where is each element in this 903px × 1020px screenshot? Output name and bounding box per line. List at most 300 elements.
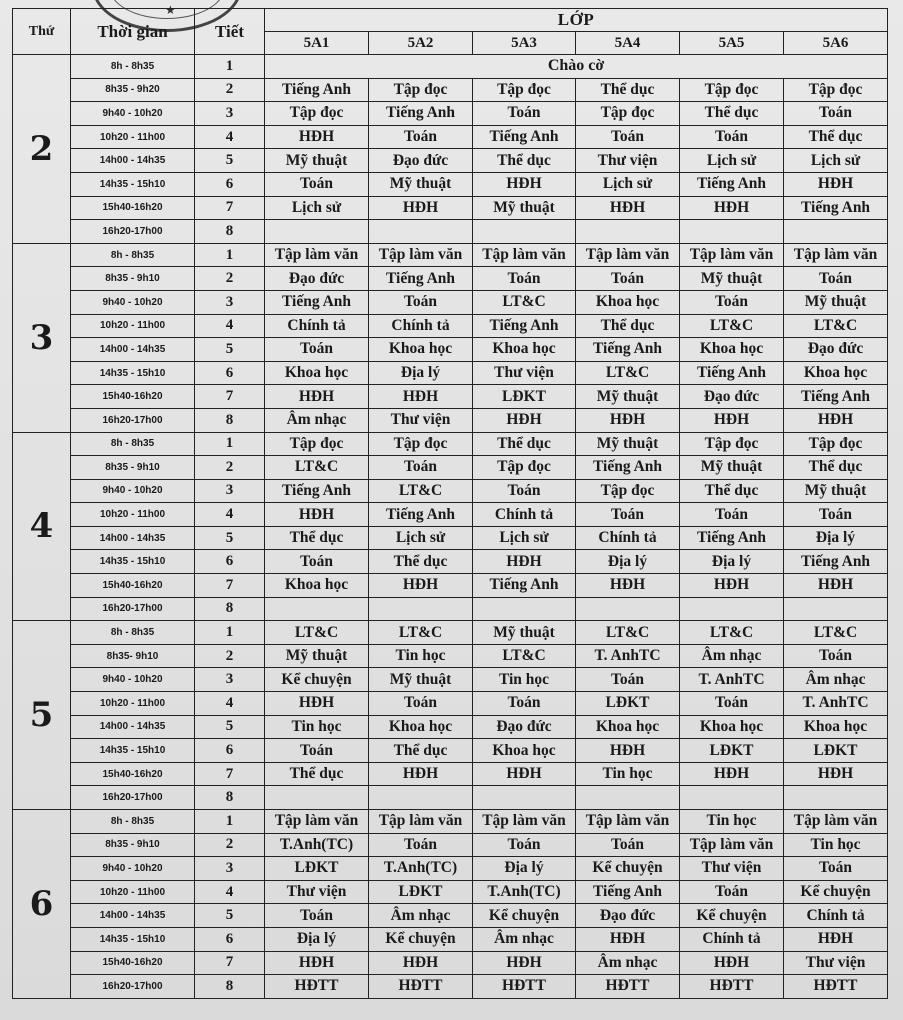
timetable-body (13, 55, 888, 999)
table-row (13, 927, 888, 951)
table-row (13, 314, 888, 338)
time-cell: 8h35 - 9h20 (71, 78, 195, 102)
subject-cell: LT&C (680, 314, 784, 338)
subject-cell: Toán (369, 290, 473, 314)
time-cell: 8h - 8h35 (71, 621, 195, 645)
subject-cell: Tập làm văn (784, 243, 888, 267)
subject-cell: Tin học (784, 833, 888, 857)
subject-cell: LT&C (265, 456, 369, 480)
subject-cell: HĐTT (784, 975, 888, 999)
subject-cell: LT&C (265, 621, 369, 645)
subject-cell: HĐH (369, 951, 473, 975)
subject-cell: Toán (576, 125, 680, 149)
time-cell: 15h40-16h20 (71, 385, 195, 409)
subject-cell: Tiếng Anh (680, 172, 784, 196)
subject-cell: Mỹ thuật (473, 196, 576, 220)
subject-cell: Toán (784, 102, 888, 126)
subject-cell: Địa lý (473, 857, 576, 881)
subject-cell: Lịch sử (784, 149, 888, 173)
period-cell: 1 (195, 810, 265, 834)
table-row (13, 338, 888, 362)
subject-cell: HĐH (680, 408, 784, 432)
table-row (13, 456, 888, 480)
table-row (13, 102, 888, 126)
subject-cell: Tiếng Anh (265, 290, 369, 314)
subject-cell: Tập đọc (473, 456, 576, 480)
subject-cell: HĐH (576, 408, 680, 432)
time-cell: 10h20 - 11h00 (71, 880, 195, 904)
timetable (12, 8, 888, 999)
subject-cell: T.Anh(TC) (473, 880, 576, 904)
subject-cell: Toán (265, 338, 369, 362)
time-cell: 8h - 8h35 (71, 432, 195, 456)
subject-cell: Thư viện (680, 857, 784, 881)
subject-cell: Kể chuyện (369, 927, 473, 951)
subject-cell: Khoa học (369, 338, 473, 362)
subject-cell: LĐKT (576, 692, 680, 716)
period-cell: 6 (195, 361, 265, 385)
period-cell: 7 (195, 196, 265, 220)
subject-cell: Toán (576, 267, 680, 291)
subject-cell: Chính tả (576, 526, 680, 550)
subject-cell: HĐH (784, 574, 888, 598)
subject-cell: Khoa học (680, 338, 784, 362)
period-cell: 4 (195, 125, 265, 149)
subject-cell: T. AnhTC (784, 692, 888, 716)
subject-cell: Tiếng Anh (576, 456, 680, 480)
table-row (13, 78, 888, 102)
subject-cell: Tập làm văn (473, 810, 576, 834)
time-cell: 10h20 - 11h00 (71, 314, 195, 338)
subject-cell (265, 220, 369, 244)
period-cell: 1 (195, 432, 265, 456)
table-row (13, 408, 888, 432)
subject-cell: Tiếng Anh (369, 267, 473, 291)
subject-cell (473, 786, 576, 810)
period-cell: 5 (195, 338, 265, 362)
subject-cell: Mỹ thuật (473, 621, 576, 645)
subject-cell: Tập đọc (576, 102, 680, 126)
subject-cell: HĐH (369, 574, 473, 598)
subject-cell: HĐH (576, 739, 680, 763)
table-row (13, 574, 888, 598)
time-cell: 14h35 - 15h10 (71, 550, 195, 574)
header-time: Thời gian (71, 9, 195, 55)
time-cell: 14h00 - 14h35 (71, 149, 195, 173)
time-cell: 14h00 - 14h35 (71, 526, 195, 550)
time-cell: 15h40-16h20 (71, 951, 195, 975)
subject-cell (680, 220, 784, 244)
subject-cell (473, 220, 576, 244)
subject-cell: LT&C (680, 621, 784, 645)
subject-cell: LT&C (369, 621, 473, 645)
subject-cell (784, 786, 888, 810)
period-cell: 5 (195, 526, 265, 550)
subject-cell: Tiếng Anh (576, 880, 680, 904)
subject-cell: HĐH (576, 927, 680, 951)
period-cell: 5 (195, 149, 265, 173)
subject-cell: Mỹ thuật (784, 479, 888, 503)
subject-cell: Toán (473, 479, 576, 503)
subject-cell: Âm nhạc (576, 951, 680, 975)
period-cell: 2 (195, 644, 265, 668)
subject-cell: Khoa học (265, 574, 369, 598)
subject-cell: Đạo đức (369, 149, 473, 173)
subject-cell: Mỹ thuật (265, 644, 369, 668)
subject-cell: Mỹ thuật (784, 290, 888, 314)
time-cell: 14h35 - 15h10 (71, 361, 195, 385)
time-cell: 16h20-17h00 (71, 786, 195, 810)
subject-cell: Tập đọc (473, 78, 576, 102)
table-row (13, 503, 888, 527)
period-cell: 6 (195, 550, 265, 574)
table-row (13, 149, 888, 173)
period-cell: 4 (195, 503, 265, 527)
subject-cell: LĐKT (369, 880, 473, 904)
subject-cell: Địa lý (680, 550, 784, 574)
subject-cell: HĐH (576, 574, 680, 598)
header-class: 5A6 (784, 32, 888, 55)
subject-cell: HĐH (576, 196, 680, 220)
subject-cell (680, 597, 784, 621)
subject-cell: Tiếng Anh (576, 338, 680, 362)
subject-cell: Khoa học (576, 290, 680, 314)
time-cell: 15h40-16h20 (71, 196, 195, 220)
stamp-star-icon: ★ (165, 3, 176, 17)
subject-cell: Địa lý (784, 526, 888, 550)
subject-cell (784, 220, 888, 244)
period-cell: 8 (195, 408, 265, 432)
period-cell: 3 (195, 479, 265, 503)
subject-cell: Tập làm văn (473, 243, 576, 267)
period-cell: 2 (195, 267, 265, 291)
table-row (13, 644, 888, 668)
subject-cell: Tiếng Anh (369, 102, 473, 126)
subject-cell: Mỹ thuật (576, 385, 680, 409)
subject-cell: Thư viện (265, 880, 369, 904)
subject-cell: Tin học (680, 810, 784, 834)
subject-cell: Thư viện (576, 149, 680, 173)
subject-cell: Tập đọc (265, 102, 369, 126)
subject-cell: Mỹ thuật (369, 668, 473, 692)
subject-cell: Lịch sử (680, 149, 784, 173)
time-cell: 15h40-16h20 (71, 574, 195, 598)
subject-cell: HĐH (784, 172, 888, 196)
table-row (13, 243, 888, 267)
subject-cell (369, 786, 473, 810)
subject-cell: Tin học (369, 644, 473, 668)
table-row (13, 621, 888, 645)
subject-cell: Tập đọc (576, 479, 680, 503)
subject-cell: Toán (680, 503, 784, 527)
subject-cell: Kể chuyện (784, 880, 888, 904)
subject-cell: Tiếng Anh (784, 550, 888, 574)
subject-cell: HĐH (680, 762, 784, 786)
subject-cell: Tập làm văn (680, 243, 784, 267)
period-cell: 1 (195, 55, 265, 79)
subject-cell: HĐH (265, 503, 369, 527)
table-row (13, 267, 888, 291)
subject-cell: Chính tả (680, 927, 784, 951)
subject-cell: Âm nhạc (265, 408, 369, 432)
subject-cell: Tập làm văn (369, 810, 473, 834)
table-row (13, 762, 888, 786)
subject-cell: LĐKT (473, 385, 576, 409)
subject-cell: Tập làm văn (369, 243, 473, 267)
subject-cell: Toán (680, 880, 784, 904)
table-row (13, 904, 888, 928)
subject-cell: Tiếng Anh (473, 125, 576, 149)
subject-cell: Tập đọc (680, 78, 784, 102)
subject-cell: Tập đọc (784, 78, 888, 102)
table-row (13, 432, 888, 456)
subject-cell: Thư viện (369, 408, 473, 432)
period-cell: 1 (195, 243, 265, 267)
subject-cell: LT&C (473, 644, 576, 668)
subject-cell: Mỹ thuật (576, 432, 680, 456)
subject-cell: Toán (576, 668, 680, 692)
header-row-top (13, 9, 888, 32)
period-cell: 3 (195, 668, 265, 692)
subject-cell: Toán (680, 692, 784, 716)
subject-cell: Toán (473, 267, 576, 291)
subject-cell: Tập đọc (680, 432, 784, 456)
subject-cell: LĐKT (265, 857, 369, 881)
subject-cell: Toán (369, 125, 473, 149)
subject-cell: Toán (784, 644, 888, 668)
subject-cell: Âm nhạc (473, 927, 576, 951)
time-cell: 8h - 8h35 (71, 55, 195, 79)
time-cell: 15h40-16h20 (71, 762, 195, 786)
subject-cell: LT&C (369, 479, 473, 503)
subject-cell: HĐTT (576, 975, 680, 999)
subject-cell: Khoa học (265, 361, 369, 385)
period-cell: 4 (195, 880, 265, 904)
period-cell: 2 (195, 833, 265, 857)
table-row (13, 125, 888, 149)
subject-cell: Toán (265, 904, 369, 928)
table-row (13, 833, 888, 857)
time-cell: 9h40 - 10h20 (71, 102, 195, 126)
subject-cell: HĐTT (680, 975, 784, 999)
subject-cell: Tin học (265, 715, 369, 739)
subject-cell: Tập làm văn (576, 243, 680, 267)
header-day: Thứ (13, 9, 71, 55)
subject-cell: Tập đọc (369, 78, 473, 102)
period-cell: 7 (195, 385, 265, 409)
period-cell: 6 (195, 172, 265, 196)
table-row (13, 857, 888, 881)
subject-cell: Tin học (576, 762, 680, 786)
header-class: 5A4 (576, 32, 680, 55)
subject-cell: Thể dục (265, 526, 369, 550)
table-row (13, 715, 888, 739)
period-cell: 4 (195, 314, 265, 338)
subject-cell: HĐH (369, 385, 473, 409)
subject-cell: HĐH (473, 172, 576, 196)
subject-cell: LT&C (473, 290, 576, 314)
subject-cell: Kể chuyện (680, 904, 784, 928)
table-row (13, 361, 888, 385)
subject-cell: Địa lý (576, 550, 680, 574)
day-cell: 3 (13, 243, 71, 432)
time-cell: 14h00 - 14h35 (71, 338, 195, 362)
time-cell: 14h00 - 14h35 (71, 715, 195, 739)
subject-cell (680, 786, 784, 810)
subject-cell: Thể dục (369, 550, 473, 574)
subject-cell: Đạo đức (680, 385, 784, 409)
table-row (13, 196, 888, 220)
subject-cell: LT&C (784, 314, 888, 338)
subject-cell: Thể dục (680, 479, 784, 503)
subject-cell: Khoa học (784, 361, 888, 385)
table-row (13, 810, 888, 834)
subject-cell (369, 597, 473, 621)
subject-cell: Kể chuyện (265, 668, 369, 692)
time-cell: 8h - 8h35 (71, 243, 195, 267)
subject-cell: Toán (369, 692, 473, 716)
period-cell: 3 (195, 290, 265, 314)
subject-cell: Toán (369, 833, 473, 857)
table-row (13, 668, 888, 692)
subject-cell: Đạo đức (473, 715, 576, 739)
subject-cell: Toán (576, 833, 680, 857)
subject-cell: Khoa học (369, 715, 473, 739)
subject-cell: Toán (784, 857, 888, 881)
time-cell: 14h35 - 15h10 (71, 927, 195, 951)
subject-cell: LT&C (576, 361, 680, 385)
subject-cell: Thể dục (369, 739, 473, 763)
period-cell: 6 (195, 927, 265, 951)
subject-cell: Tập làm văn (784, 810, 888, 834)
subject-cell: Khoa học (680, 715, 784, 739)
subject-cell: Chính tả (265, 314, 369, 338)
time-cell: 10h20 - 11h00 (71, 503, 195, 527)
subject-cell: Thư viện (784, 951, 888, 975)
subject-cell: Tiếng Anh (473, 574, 576, 598)
period-cell: 2 (195, 78, 265, 102)
table-row (13, 220, 888, 244)
day-cell: 4 (13, 432, 71, 621)
subject-cell: Tập đọc (369, 432, 473, 456)
subject-cell: HĐH (473, 762, 576, 786)
subject-cell: Âm nhạc (784, 668, 888, 692)
time-cell: 14h35 - 15h10 (71, 739, 195, 763)
table-row (13, 739, 888, 763)
subject-cell: Đạo đức (265, 267, 369, 291)
period-cell: 8 (195, 975, 265, 999)
subject-cell (576, 220, 680, 244)
subject-cell: Âm nhạc (680, 644, 784, 668)
subject-cell: Tập làm văn (680, 833, 784, 857)
time-cell: 16h20-17h00 (71, 408, 195, 432)
subject-cell: HĐTT (265, 975, 369, 999)
subject-cell: Thể dục (680, 102, 784, 126)
subject-cell: Khoa học (576, 715, 680, 739)
time-cell: 9h40 - 10h20 (71, 668, 195, 692)
header-class: 5A2 (369, 32, 473, 55)
period-cell: 8 (195, 786, 265, 810)
subject-cell: Mỹ thuật (265, 149, 369, 173)
subject-cell (784, 597, 888, 621)
day-cell: 2 (13, 55, 71, 244)
merged-activity-cell: Chào cờ (265, 55, 888, 79)
table-row (13, 385, 888, 409)
subject-cell: Thể dục (576, 78, 680, 102)
time-cell: 8h - 8h35 (71, 810, 195, 834)
subject-cell: LĐKT (680, 739, 784, 763)
day-cell: 5 (13, 621, 71, 810)
subject-cell: Thể dục (784, 456, 888, 480)
table-row (13, 526, 888, 550)
period-cell: 7 (195, 574, 265, 598)
time-cell: 14h35 - 15h10 (71, 172, 195, 196)
subject-cell (265, 597, 369, 621)
subject-cell (369, 220, 473, 244)
subject-cell (265, 786, 369, 810)
period-cell: 3 (195, 102, 265, 126)
subject-cell: Chính tả (784, 904, 888, 928)
subject-cell: Thể dục (473, 149, 576, 173)
subject-cell: Tiếng Anh (784, 196, 888, 220)
subject-cell: HĐH (784, 927, 888, 951)
subject-cell: Lịch sử (369, 526, 473, 550)
subject-cell: Tiếng Anh (680, 361, 784, 385)
subject-cell: Tiếng Anh (473, 314, 576, 338)
subject-cell: Mỹ thuật (369, 172, 473, 196)
time-cell: 16h20-17h00 (71, 975, 195, 999)
time-cell: 8h35 - 9h10 (71, 833, 195, 857)
subject-cell: Địa lý (369, 361, 473, 385)
time-cell: 8h35 - 9h10 (71, 267, 195, 291)
period-cell: 3 (195, 857, 265, 881)
period-cell: 8 (195, 220, 265, 244)
subject-cell: Địa lý (265, 927, 369, 951)
subject-cell: Âm nhạc (369, 904, 473, 928)
subject-cell: HĐH (265, 385, 369, 409)
period-cell: 6 (195, 739, 265, 763)
subject-cell: T.Anh(TC) (265, 833, 369, 857)
subject-cell: HĐH (265, 692, 369, 716)
subject-cell: Tin học (473, 668, 576, 692)
subject-cell: Mỹ thuật (680, 456, 784, 480)
subject-cell (576, 597, 680, 621)
subject-cell: HĐH (680, 951, 784, 975)
table-row (13, 597, 888, 621)
subject-cell: Toán (265, 172, 369, 196)
header-period: Tiết (195, 9, 265, 55)
subject-cell: HĐH (265, 951, 369, 975)
subject-cell: Chính tả (473, 503, 576, 527)
subject-cell: Tập làm văn (576, 810, 680, 834)
table-row (13, 786, 888, 810)
table-row (13, 975, 888, 999)
subject-cell: HĐTT (369, 975, 473, 999)
subject-cell: HĐH (473, 408, 576, 432)
period-cell: 5 (195, 904, 265, 928)
subject-cell (473, 597, 576, 621)
subject-cell: Toán (680, 125, 784, 149)
subject-cell: HĐH (473, 951, 576, 975)
subject-cell: HĐH (680, 196, 784, 220)
subject-cell: Mỹ thuật (680, 267, 784, 291)
table-row (13, 692, 888, 716)
subject-cell: LT&C (784, 621, 888, 645)
period-cell: 4 (195, 692, 265, 716)
time-cell: 10h20 - 11h00 (71, 692, 195, 716)
period-cell: 8 (195, 597, 265, 621)
subject-cell: Lịch sử (265, 196, 369, 220)
